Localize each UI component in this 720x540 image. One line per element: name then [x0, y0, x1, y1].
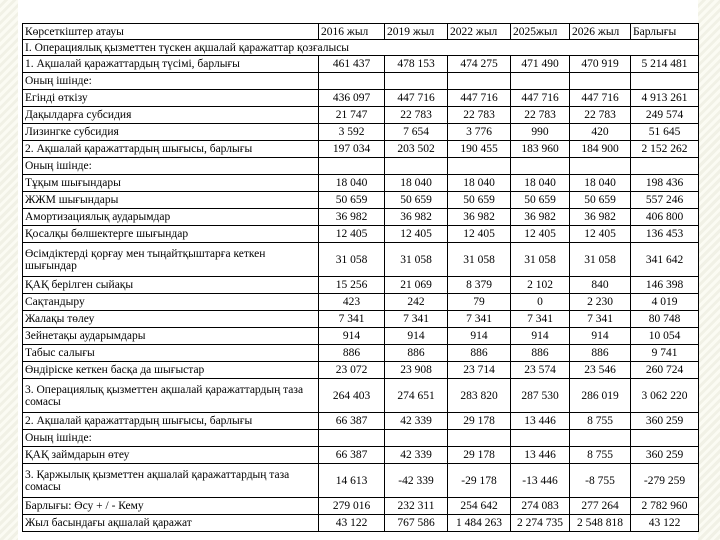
row-value: 12 405 — [385, 226, 448, 243]
row-value: 5 214 481 — [631, 56, 699, 73]
row-value: 7 341 — [385, 311, 448, 328]
header-2016: 2016 жыл — [319, 24, 385, 40]
row-value: 12 405 — [319, 226, 385, 243]
row-value: 7 341 — [570, 311, 631, 328]
row-value: 36 982 — [511, 209, 570, 226]
row-value: 22 783 — [448, 107, 511, 124]
row-value: 2 152 262 — [631, 141, 699, 158]
row-value: 36 982 — [319, 209, 385, 226]
row-value: 43 122 — [319, 515, 385, 532]
row-value: 471 490 — [511, 56, 570, 73]
table-row — [23, 447, 699, 464]
row-value: 66 387 — [319, 447, 385, 464]
row-value: 474 275 — [448, 56, 511, 73]
row-value: 914 — [511, 328, 570, 345]
row-value: 18 040 — [570, 175, 631, 192]
row-value: 184 900 — [570, 141, 631, 158]
row-value: 470 919 — [570, 56, 631, 73]
row-value: 360 259 — [631, 447, 699, 464]
row-label: Жалақы төлеу — [23, 311, 319, 328]
row-value: 406 800 — [631, 209, 699, 226]
row-value: 886 — [570, 345, 631, 362]
row-label: Өндіріске кеткен басқа да шығыстар — [23, 362, 319, 379]
row-value: 2 782 960 — [631, 498, 699, 515]
row-value: 447 716 — [511, 90, 570, 107]
row-value: 914 — [570, 328, 631, 345]
row-value: 886 — [319, 345, 385, 362]
table-row — [23, 277, 699, 294]
table-header-row — [23, 24, 699, 40]
cash-flow-table — [22, 23, 699, 532]
row-value — [385, 73, 448, 90]
table-row — [23, 226, 699, 243]
row-value — [511, 158, 570, 175]
row-label: Қосалқы бөлшектерге шығындар — [23, 226, 319, 243]
table-row — [23, 124, 699, 141]
row-value: 557 246 — [631, 192, 699, 209]
table-row — [23, 141, 699, 158]
row-value — [319, 430, 385, 447]
row-value: 260 724 — [631, 362, 699, 379]
row-value: 2 548 818 — [570, 515, 631, 532]
row-value: 23 072 — [319, 362, 385, 379]
table-row — [23, 158, 699, 175]
row-value: 3 062 220 — [631, 379, 699, 413]
row-label: 1. Ақшалай қаражаттардың түсімі, барлығы — [23, 56, 319, 73]
row-value: 360 259 — [631, 413, 699, 430]
row-label: 2. Ақшалай қаражаттардың шығысы, барлығы — [23, 413, 319, 430]
row-value: 23 574 — [511, 362, 570, 379]
row-value: 203 502 — [385, 141, 448, 158]
row-value: 198 436 — [631, 175, 699, 192]
row-value: 12 405 — [570, 226, 631, 243]
row-value: 23 908 — [385, 362, 448, 379]
row-value: 36 982 — [385, 209, 448, 226]
row-value: 18 040 — [319, 175, 385, 192]
row-value — [319, 158, 385, 175]
row-label: Егінді өткізу — [23, 90, 319, 107]
row-value: 423 — [319, 294, 385, 311]
row-value: 7 341 — [448, 311, 511, 328]
row-value: 10 054 — [631, 328, 699, 345]
row-value: -8 755 — [570, 464, 631, 498]
row-value: -29 178 — [448, 464, 511, 498]
right-decorative-band — [698, 0, 720, 540]
row-value — [570, 73, 631, 90]
table-row — [23, 430, 699, 447]
row-value: 3 592 — [319, 124, 385, 141]
row-value: 7 341 — [511, 311, 570, 328]
row-value: -13 446 — [511, 464, 570, 498]
row-value: 274 651 — [385, 379, 448, 413]
row-label: Барлығы: Өсу + / - Кему — [23, 498, 319, 515]
row-value: 283 820 — [448, 379, 511, 413]
row-value: 447 716 — [448, 90, 511, 107]
row-label: Дақылдарға субсидия — [23, 107, 319, 124]
row-value: 274 083 — [511, 498, 570, 515]
row-label: Оның ішінде: — [23, 158, 319, 175]
row-value: 36 982 — [448, 209, 511, 226]
row-value: 31 058 — [511, 243, 570, 277]
row-value: 264 403 — [319, 379, 385, 413]
table-row — [23, 515, 699, 532]
row-value: 2 102 — [511, 277, 570, 294]
row-value: 914 — [385, 328, 448, 345]
row-value: 232 311 — [385, 498, 448, 515]
row-value — [631, 73, 699, 90]
row-value: 13 446 — [511, 447, 570, 464]
row-label: ЖЖМ шығындары — [23, 192, 319, 209]
row-value — [631, 158, 699, 175]
row-value: 31 058 — [570, 243, 631, 277]
row-value: 12 405 — [448, 226, 511, 243]
row-label: ҚАҚ займдарын өтеу — [23, 447, 319, 464]
row-value: 447 716 — [385, 90, 448, 107]
row-value: 0 — [511, 294, 570, 311]
table-row — [23, 175, 699, 192]
row-value: 254 642 — [448, 498, 511, 515]
row-value: 14 613 — [319, 464, 385, 498]
row-value: 29 178 — [448, 413, 511, 430]
row-value: 8 755 — [570, 447, 631, 464]
row-label: Табыс салығы — [23, 345, 319, 362]
table-row — [23, 73, 699, 90]
row-value: 13 446 — [511, 413, 570, 430]
row-value: 22 783 — [385, 107, 448, 124]
row-value — [448, 158, 511, 175]
section-title-row — [23, 40, 699, 56]
row-value: 7 654 — [385, 124, 448, 141]
row-label: Оның ішінде: — [23, 73, 319, 90]
row-value: 12 405 — [511, 226, 570, 243]
row-value: 914 — [319, 328, 385, 345]
table-row — [23, 379, 699, 413]
row-value: 50 659 — [448, 192, 511, 209]
row-value: 80 748 — [631, 311, 699, 328]
table-row — [23, 498, 699, 515]
row-value: 36 982 — [570, 209, 631, 226]
row-value: 42 339 — [385, 413, 448, 430]
table-row — [23, 413, 699, 430]
row-value: 287 530 — [511, 379, 570, 413]
section-title: I. Операциялық қызметтен түскен ақшалай қаражаттар қозғалысы — [23, 40, 699, 56]
table-row — [23, 56, 699, 73]
row-value: 51 645 — [631, 124, 699, 141]
row-value: 31 058 — [319, 243, 385, 277]
row-value: 249 574 — [631, 107, 699, 124]
header-2026: 2026 жыл — [570, 24, 631, 40]
table-row — [23, 362, 699, 379]
row-value: 840 — [570, 277, 631, 294]
row-value — [385, 158, 448, 175]
row-value: 183 960 — [511, 141, 570, 158]
row-value: 286 019 — [570, 379, 631, 413]
row-value: 277 264 — [570, 498, 631, 515]
row-value — [385, 430, 448, 447]
row-value: 990 — [511, 124, 570, 141]
row-value: 242 — [385, 294, 448, 311]
row-value — [448, 430, 511, 447]
row-value: 7 341 — [319, 311, 385, 328]
row-value: 478 153 — [385, 56, 448, 73]
table-row — [23, 107, 699, 124]
row-label: Өсімдіктерді қорғау мен тыңайтқыштарға кеткен шығындар — [23, 243, 319, 277]
header-total: Барлығы — [631, 24, 699, 40]
row-value: 18 040 — [511, 175, 570, 192]
row-value: 190 455 — [448, 141, 511, 158]
row-value — [570, 158, 631, 175]
row-value: 9 741 — [631, 345, 699, 362]
row-value: 4 913 261 — [631, 90, 699, 107]
table-row — [23, 243, 699, 277]
row-value: 21 747 — [319, 107, 385, 124]
row-value: 29 178 — [448, 447, 511, 464]
row-value — [570, 430, 631, 447]
table-row — [23, 311, 699, 328]
row-value: 31 058 — [385, 243, 448, 277]
row-label: Амортизациялық аударымдар — [23, 209, 319, 226]
row-value: 886 — [385, 345, 448, 362]
table-row — [23, 328, 699, 345]
row-value: 341 642 — [631, 243, 699, 277]
row-value: 2 274 735 — [511, 515, 570, 532]
row-value: 886 — [448, 345, 511, 362]
row-value: 43 122 — [631, 515, 699, 532]
row-value: -279 259 — [631, 464, 699, 498]
row-value: 767 586 — [385, 515, 448, 532]
row-label: 2. Ақшалай қаражаттардың шығысы, барлығы — [23, 141, 319, 158]
row-value: 1 484 263 — [448, 515, 511, 532]
row-value: 21 069 — [385, 277, 448, 294]
row-value: 66 387 — [319, 413, 385, 430]
row-value — [448, 73, 511, 90]
row-value: 23 546 — [570, 362, 631, 379]
row-label: Тұқым шығындары — [23, 175, 319, 192]
row-value: 8 379 — [448, 277, 511, 294]
row-value: 8 755 — [570, 413, 631, 430]
header-2022: 2022 жыл — [448, 24, 511, 40]
row-value: 23 714 — [448, 362, 511, 379]
table-row — [23, 464, 699, 498]
row-label: Сақтандыру — [23, 294, 319, 311]
row-value: 18 040 — [385, 175, 448, 192]
table-row — [23, 294, 699, 311]
row-label: 3. Операциялық қызметтен ақшалай қаражаттардың таза сомасы — [23, 379, 319, 413]
row-value — [511, 73, 570, 90]
table-row — [23, 90, 699, 107]
row-value: 886 — [511, 345, 570, 362]
row-value: 50 659 — [511, 192, 570, 209]
row-value: 4 019 — [631, 294, 699, 311]
row-value: 42 339 — [385, 447, 448, 464]
row-value: 18 040 — [448, 175, 511, 192]
row-value: 146 398 — [631, 277, 699, 294]
row-value: 461 437 — [319, 56, 385, 73]
header-2025: 2025жыл — [511, 24, 570, 40]
row-value: 420 — [570, 124, 631, 141]
row-value: 447 716 — [570, 90, 631, 107]
row-value: 50 659 — [570, 192, 631, 209]
row-value: 79 — [448, 294, 511, 311]
row-label: Лизингке субсидия — [23, 124, 319, 141]
header-indicator: Көрсеткіштер атауы — [23, 24, 319, 40]
row-value — [511, 430, 570, 447]
row-value: 31 058 — [448, 243, 511, 277]
row-value: 436 097 — [319, 90, 385, 107]
row-label: Жыл басындағы ақшалай қаражат — [23, 515, 319, 532]
row-value: 50 659 — [385, 192, 448, 209]
row-label: Зейнетақы аударымдары — [23, 328, 319, 345]
row-value: 3 776 — [448, 124, 511, 141]
row-value: -42 339 — [385, 464, 448, 498]
row-value: 2 230 — [570, 294, 631, 311]
header-2019: 2019 жыл — [385, 24, 448, 40]
row-label: ҚАҚ берілген сыйақы — [23, 277, 319, 294]
table-row — [23, 192, 699, 209]
row-value — [631, 430, 699, 447]
row-value: 22 783 — [511, 107, 570, 124]
table-row — [23, 345, 699, 362]
row-value: 15 256 — [319, 277, 385, 294]
row-value: 279 016 — [319, 498, 385, 515]
row-value: 50 659 — [319, 192, 385, 209]
row-value: 136 453 — [631, 226, 699, 243]
row-label: 3. Қаржылық қызметтен ақшалай қаражаттардың таза сомасы — [23, 464, 319, 498]
left-decorative-band — [0, 0, 18, 540]
row-value: 22 783 — [570, 107, 631, 124]
table-row — [23, 209, 699, 226]
row-value: 914 — [448, 328, 511, 345]
row-label: Оның ішінде: — [23, 430, 319, 447]
row-value: 197 034 — [319, 141, 385, 158]
row-value — [319, 73, 385, 90]
